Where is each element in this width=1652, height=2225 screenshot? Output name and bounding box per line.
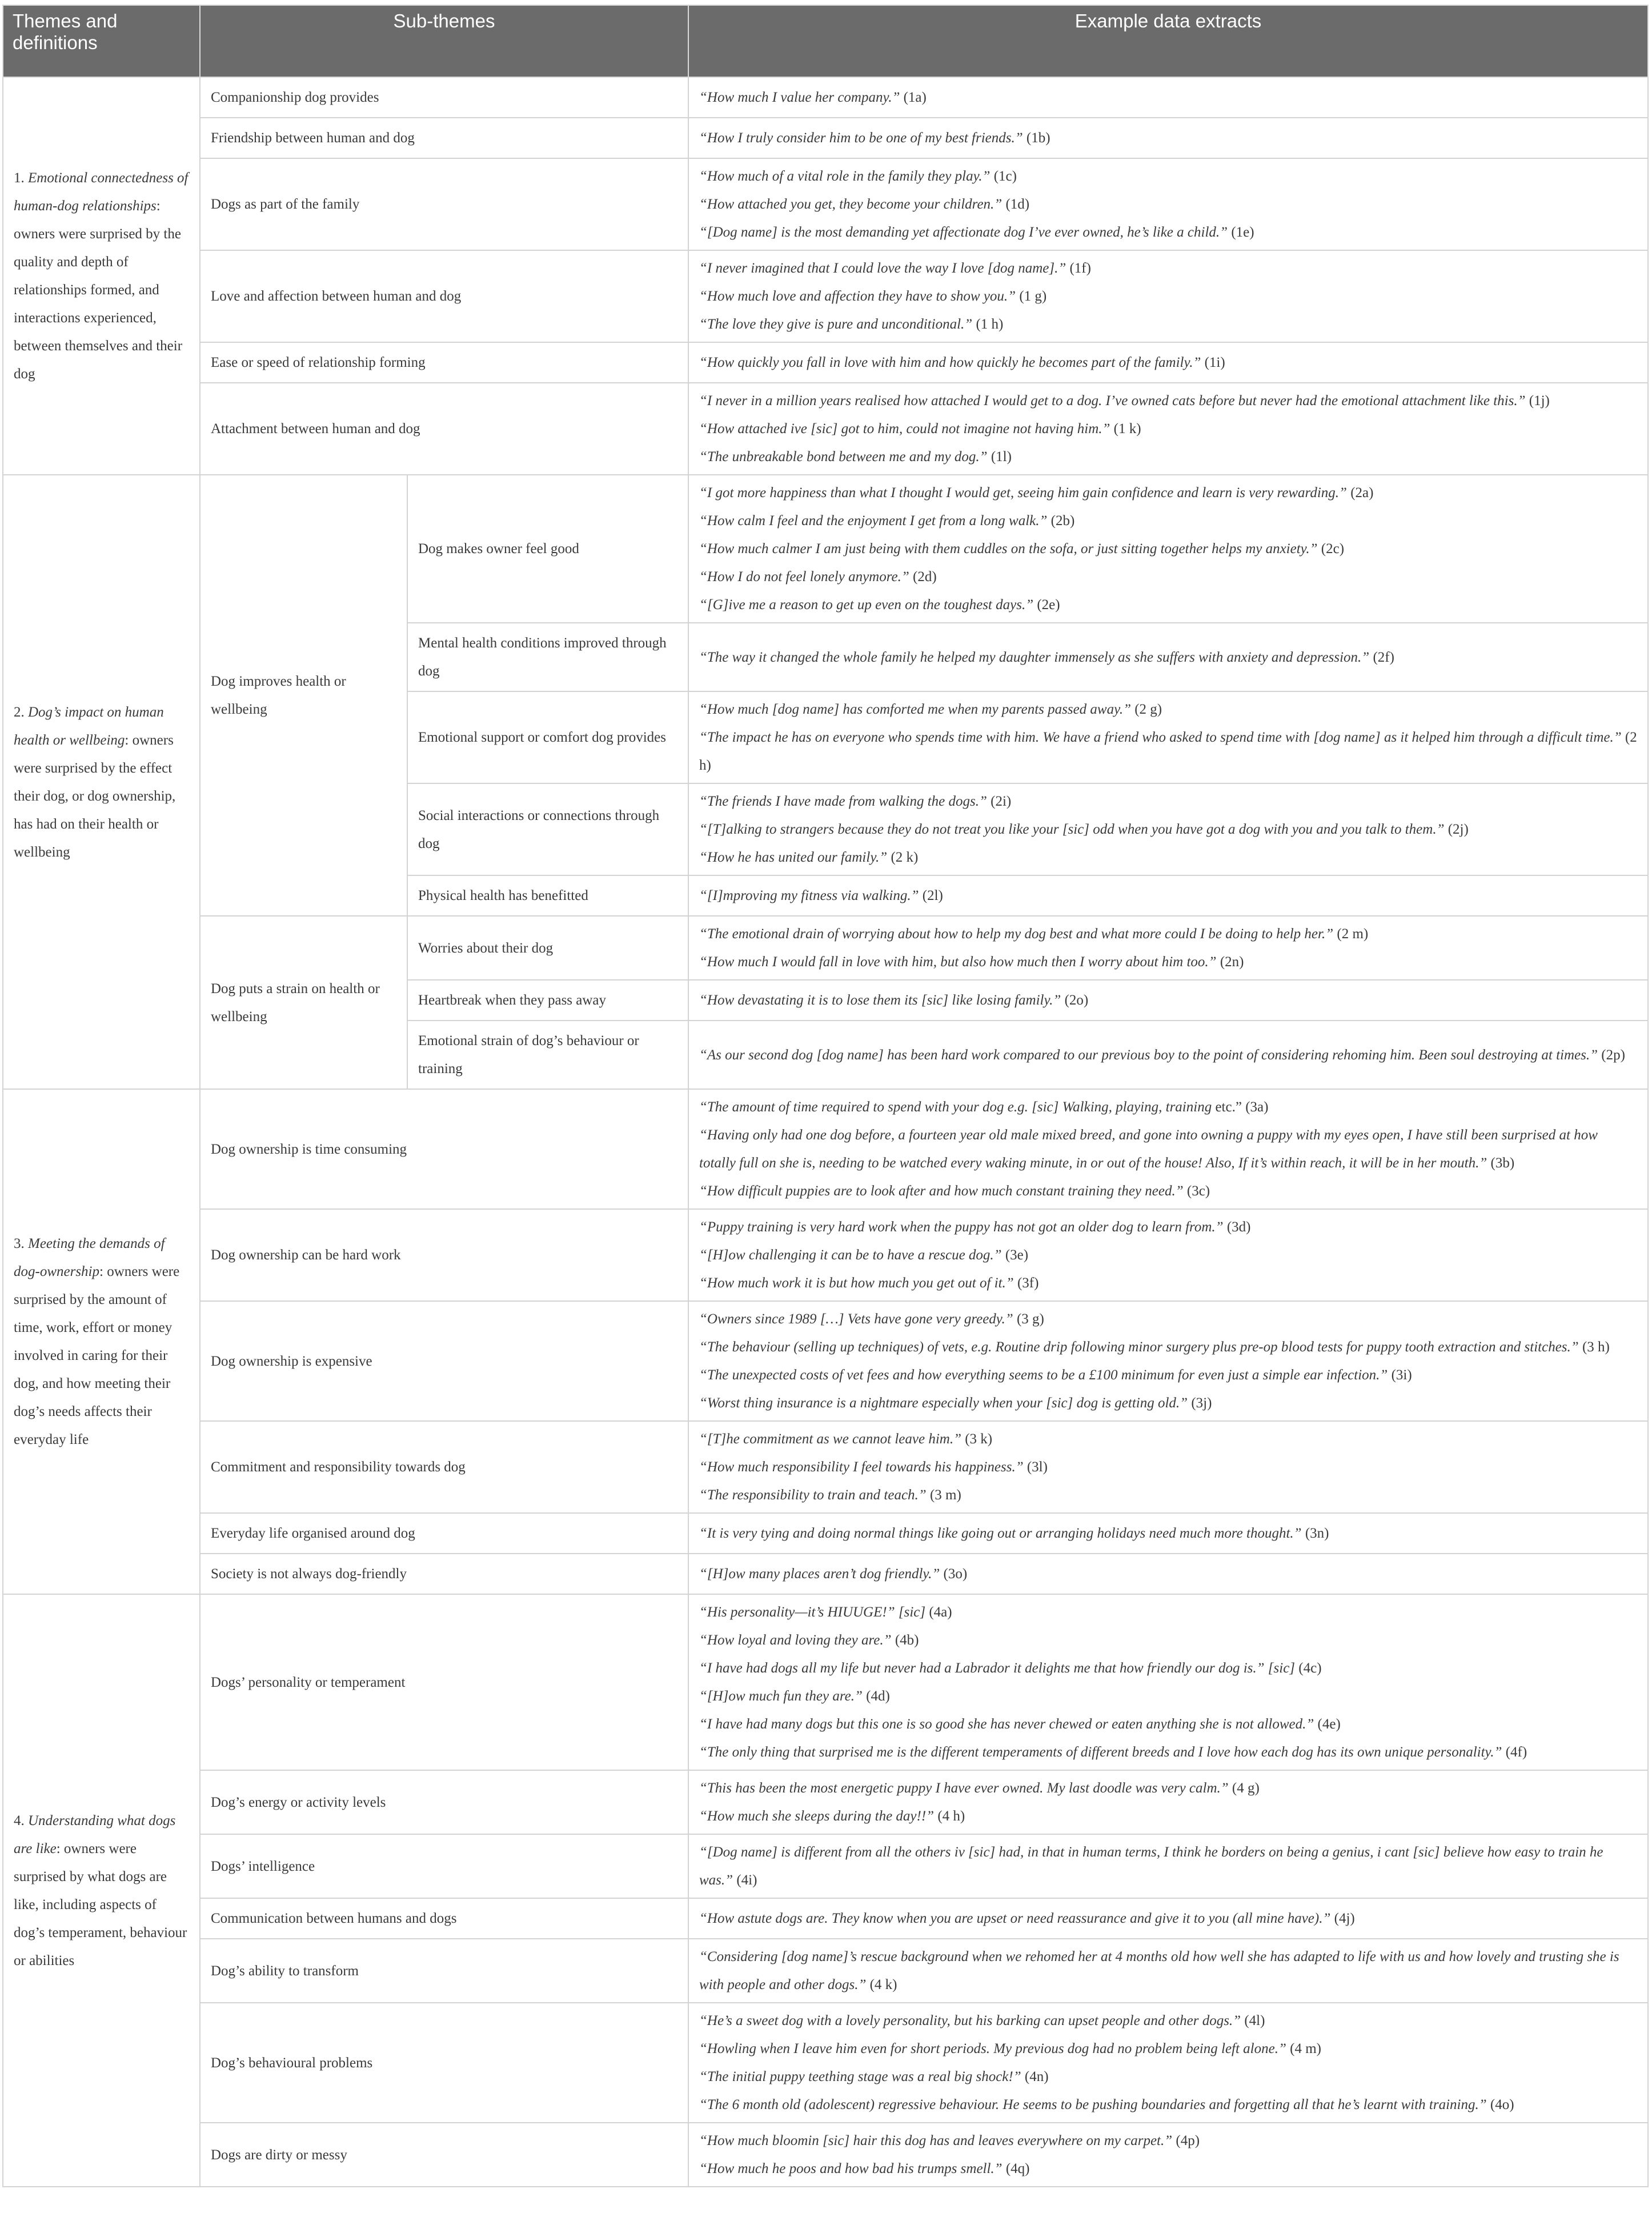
quote-text: “How much love and affection they have to show you.”: [699, 289, 1016, 304]
quote-code: (2 k): [887, 850, 919, 865]
example-extracts-cell: [688, 2003, 1648, 2123]
example-quote: [699, 1481, 1637, 1509]
theme-title: Meeting the demands of dog-ownership: [14, 1236, 165, 1279]
quote-code: (2p): [1598, 1047, 1625, 1063]
quote-code: (4l): [1241, 2013, 1265, 2028]
subtheme-cell: Dog ownership is expensive: [200, 1301, 688, 1421]
example-quote: [699, 1425, 1637, 1453]
theme-definition: : owners were surprised by the effect their dog, or dog ownership, has had on their health or wellbeing: [14, 732, 176, 860]
quote-code: (4a): [925, 1604, 952, 1620]
sub-subtheme-cell: Dog makes owner feel good: [407, 475, 688, 623]
quote-text: “[Dog name] is different from all the others iv [sic] had, in that in human terms, I think he borders on being a genius, i cant [sic] believe how easy to train he was.”: [699, 1844, 1603, 1888]
example-quote: [699, 1904, 1637, 1932]
example-quote: [699, 254, 1637, 282]
table-row: [3, 118, 1648, 158]
header-subthemes: Sub-themes: [200, 5, 688, 77]
quote-text: “How attached ive [sic] got to him, could not imagine not having him.”: [699, 421, 1110, 437]
sub-subtheme-cell: Mental health conditions improved through dog: [407, 623, 688, 691]
quote-text: “[G]ive me a reason to get up even on the toughest days.”: [699, 597, 1034, 613]
theme-definition-cell: [3, 1089, 200, 1594]
quote-text: “Having only had one dog before, a fourteen year old male mixed breed, and gone into owning a puppy with my eyes open, I have still been surprised at how totally full on she is, needing to be watched every waking minute, in or out of the house! Also, If it’s within reach, it will be in her mouth.”: [699, 1127, 1598, 1171]
example-quote: [699, 1519, 1637, 1547]
example-quote: [699, 1802, 1637, 1830]
quote-code: (1a): [900, 90, 927, 105]
quote-text: “Worst thing insurance is a nightmare especially when your [sic] dog is getting old.”: [699, 1395, 1188, 1411]
theme-definition-cell: [3, 475, 200, 1089]
table-row: [3, 1939, 1648, 2003]
quote-text: “[H]ow much fun they are.”: [699, 1688, 863, 1704]
example-extracts-cell: [688, 77, 1648, 118]
quote-text: “The impact he has on everyone who spends time with him. We have a friend who asked to spend time with [dog name] as it helped him through a difficult time.”: [699, 730, 1622, 745]
subtheme-cell: Attachment between human and dog: [200, 383, 688, 475]
example-quote: [699, 882, 1637, 910]
example-extracts-cell: [688, 1594, 1648, 1770]
example-quote: [699, 815, 1637, 843]
quote-code: (3n): [1301, 1526, 1329, 1541]
example-extracts-cell: [688, 623, 1648, 691]
quote-text: “How calm I feel and the enjoyment I get from a long walk.”: [699, 513, 1048, 529]
subtheme-cell: Love and affection between human and dog: [200, 250, 688, 342]
example-extracts-cell: [688, 383, 1648, 475]
subtheme-cell: Dog’s ability to transform: [200, 1939, 688, 2003]
quote-text: “The love they give is pure and unconditional.”: [699, 317, 973, 332]
example-extracts-cell: [688, 1834, 1648, 1898]
quote-code: (2e): [1033, 597, 1060, 613]
quote-text: “The emotional drain of worrying about how to help my dog best and what more could I be doing to help her.”: [699, 926, 1334, 942]
example-quote: [699, 1453, 1637, 1481]
table-row: [3, 1089, 1648, 1209]
example-quote: [699, 1361, 1637, 1389]
quote-text: “As our second dog [dog name] has been hard work compared to our previous boy to the point of considering rehoming him. Been soul destroying at times.”: [699, 1047, 1598, 1063]
example-quote: [699, 1041, 1637, 1069]
quote-text: “This has been the most energetic puppy I have ever owned. My last doodle was very calm.”: [699, 1780, 1229, 1796]
theme-number: 1.: [14, 170, 28, 186]
table-row: [3, 342, 1648, 383]
quote-code: (1j): [1525, 393, 1550, 409]
quote-code: etc.” (3a): [1212, 1099, 1269, 1115]
quote-code: (2 g): [1130, 702, 1162, 717]
quote-code: (1b): [1023, 130, 1050, 146]
example-quote: [699, 535, 1637, 563]
table-row: [3, 1770, 1648, 1834]
quote-code: (1i): [1201, 355, 1225, 370]
quote-text: “The unexpected costs of vet fees and how everything seems to be a £100 minimum for even just a simple ear infection.”: [699, 1367, 1388, 1383]
example-quote: [699, 986, 1637, 1014]
example-quote: [699, 1177, 1637, 1205]
quote-code: (4 h): [934, 1808, 965, 1824]
table-row: [3, 250, 1648, 342]
theme-definition: : owners were surprised by the quality and depth of relationships formed, and interactions experienced, between themselves and their dog: [14, 198, 183, 382]
subtheme-cell: Dog ownership is time consuming: [200, 1089, 688, 1209]
quote-text: “How quickly you fall in love with him and how quickly he becomes part of the family.”: [699, 355, 1201, 370]
example-extracts-cell: [688, 2123, 1648, 2187]
subtheme-cell: Everyday life organised around dog: [200, 1513, 688, 1554]
example-extracts-cell: [688, 158, 1648, 250]
table-row: [3, 1898, 1648, 1939]
example-quote: [699, 1710, 1637, 1738]
quote-code: (4n): [1021, 2069, 1049, 2084]
quote-code: (2d): [909, 569, 937, 585]
quote-text: “How much [dog name] has comforted me when my parents passed away.”: [699, 702, 1131, 717]
quote-text: “How much work it is but how much you get out of it.”: [699, 1275, 1014, 1291]
example-quote: [699, 1774, 1637, 1802]
example-quote: [699, 563, 1637, 591]
table-row: [3, 1209, 1648, 1301]
quote-code: (3 g): [1013, 1311, 1044, 1327]
quote-code: (2i): [987, 794, 1012, 809]
example-quote: [699, 1305, 1637, 1333]
quote-text: “Considering [dog name]’s rescue background when we rehomed her at 4 months old how well she has adapted to life with us and how lovely and trusting she is with people and other dogs.”: [699, 1949, 1619, 1992]
example-quote: [699, 190, 1637, 218]
header-examples: Example data extracts: [688, 5, 1648, 77]
quote-code: (1f): [1066, 261, 1091, 276]
example-quote: [699, 1560, 1637, 1588]
subtheme-cell: Dogs’ intelligence: [200, 1834, 688, 1898]
quote-text: “I never imagined that I could love the way I love [dog name].”: [699, 261, 1066, 276]
quote-text: “The only thing that surprised me is the different temperaments of different breeds and I love how each dog has its own unique personality.”: [699, 1744, 1502, 1760]
subtheme-cell: Dog ownership can be hard work: [200, 1209, 688, 1301]
quote-code: (3j): [1188, 1395, 1212, 1411]
quote-text: “[Dog name] is the most demanding yet affectionate dog I’ve ever owned, he’s like a child.”: [699, 225, 1228, 240]
theme-definition-cell: [3, 1594, 200, 2187]
example-quote: [699, 2035, 1637, 2063]
example-quote: [699, 1333, 1637, 1361]
quote-code: (4b): [891, 1632, 919, 1648]
example-quote: [699, 1598, 1637, 1626]
sub-subtheme-cell: Physical health has benefitted: [407, 875, 688, 916]
quote-text: “How much I value her company.”: [699, 90, 900, 105]
example-extracts-cell: [688, 783, 1648, 875]
quote-code: (1e): [1228, 225, 1254, 240]
quote-code: (2o): [1061, 993, 1089, 1008]
example-extracts-cell: [688, 980, 1648, 1021]
example-extracts-cell: [688, 1898, 1648, 1939]
quote-code: (4j): [1330, 1911, 1355, 1926]
quote-text: “How I truly consider him to be one of my best friends.”: [699, 130, 1023, 146]
quote-text: “Owners since 1989 […] Vets have gone very greedy.”: [699, 1311, 1013, 1327]
quote-text: “How much I would fall in love with him, but also how much then I worry about him too.”: [699, 954, 1217, 970]
quote-text: “I have had dogs all my life but never had a Labrador it delights me that how friendly our dog is.” [sic]: [699, 1660, 1296, 1676]
quote-text: “How much of a vital role in the family they play.”: [699, 169, 991, 184]
example-extracts-cell: [688, 1021, 1648, 1089]
example-extracts-cell: [688, 342, 1648, 383]
quote-text: “How loyal and loving they are.”: [699, 1632, 892, 1648]
example-extracts-cell: [688, 691, 1648, 783]
example-quote: [699, 2155, 1637, 2183]
theme-title: Understanding what dogs are like: [14, 1812, 176, 1856]
example-quote: [699, 1654, 1637, 1682]
example-extracts-cell: [688, 1770, 1648, 1834]
table-row: [3, 158, 1648, 250]
example-quote: [699, 349, 1637, 377]
table-row: [3, 2123, 1648, 2187]
theme-number: 4.: [14, 1812, 28, 1828]
quote-code: (3 m): [926, 1487, 961, 1503]
quote-code: (2c): [1317, 541, 1345, 557]
sub-subtheme-cell: Emotional support or comfort dog provides: [407, 691, 688, 783]
example-quote: [699, 310, 1637, 338]
table-row: [3, 1301, 1648, 1421]
quote-code: (4 g): [1228, 1780, 1260, 1796]
example-quote: [699, 2091, 1637, 2119]
table-row: [3, 77, 1648, 118]
subtheme-cell: Companionship dog provides: [200, 77, 688, 118]
theme-number: 2.: [14, 704, 28, 720]
table-row: [3, 1513, 1648, 1554]
example-quote: [699, 1213, 1637, 1241]
example-quote: [699, 695, 1637, 723]
quote-code: (2f): [1369, 649, 1394, 665]
example-quote: [699, 643, 1637, 671]
table-row: [3, 2003, 1648, 2123]
example-quote: [699, 1682, 1637, 1710]
quote-text: “[H]ow many places aren’t dog friendly.”: [699, 1566, 940, 1582]
quote-text: “How much responsibility I feel towards his happiness.”: [699, 1459, 1024, 1475]
example-quote: [699, 1241, 1637, 1269]
subtheme-cell: Dogs’ personality or temperament: [200, 1594, 688, 1770]
quote-code: (3f): [1013, 1275, 1039, 1291]
quote-text: “His personality—it’s HIUUGE!” [sic]: [699, 1604, 926, 1620]
example-quote: [699, 1389, 1637, 1417]
example-quote: [699, 2063, 1637, 2091]
quote-code: (4 k): [866, 1977, 897, 1992]
example-quote: [699, 387, 1637, 415]
quote-text: “How difficult puppies are to look after and how much constant training they need.”: [699, 1183, 1184, 1199]
quote-code: (4d): [862, 1688, 890, 1704]
subtheme-cell: Dogs as part of the family: [200, 158, 688, 250]
quote-text: “He’s a sweet dog with a lovely personality, but his barking can upset people and other dogs.”: [699, 2013, 1241, 2028]
example-quote: [699, 282, 1637, 310]
table-row: [3, 475, 1648, 623]
quote-text: “Puppy training is very hard work when the puppy has not got an older dog to learn from.”: [699, 1219, 1224, 1235]
quote-code: (4o): [1486, 2097, 1514, 2112]
quote-text: “The responsibility to train and teach.”: [699, 1487, 927, 1503]
quote-code: (2a): [1346, 485, 1374, 501]
header-themes: Themes and definitions: [3, 5, 200, 77]
example-extracts-cell: [688, 475, 1648, 623]
quote-code: (1 k): [1110, 421, 1141, 437]
example-extracts-cell: [688, 250, 1648, 342]
example-quote: [699, 218, 1637, 246]
quote-code: (2 h): [699, 730, 1637, 773]
quote-text: “How I do not feel lonely anymore.”: [699, 569, 909, 585]
subtheme-cell: Ease or speed of relationship forming: [200, 342, 688, 383]
example-extracts-cell: [688, 1209, 1648, 1301]
table-row: [3, 1554, 1648, 1594]
quote-text: “[T]he commitment as we cannot leave him.”: [699, 1431, 961, 1447]
table-body: [3, 77, 1648, 2187]
quote-code: (1l): [987, 449, 1012, 465]
table-row: [3, 1834, 1648, 1898]
example-quote: [699, 479, 1637, 507]
quote-code: (1c): [990, 169, 1017, 184]
example-quote: [699, 591, 1637, 619]
example-quote: [699, 415, 1637, 443]
subtheme-cell: Dog improves health or wellbeing: [200, 475, 407, 916]
example-quote: [699, 787, 1637, 815]
quote-code: (2l): [919, 888, 943, 903]
quote-code: (2j): [1444, 822, 1469, 837]
quote-code: (1d): [1002, 197, 1030, 212]
subtheme-cell: Dog puts a strain on health or wellbeing: [200, 916, 407, 1089]
quote-code: (3e): [1001, 1247, 1029, 1263]
theme-title: Emotional connectedness of human-dog relationships: [14, 170, 189, 214]
quote-code: (4 m): [1286, 2041, 1321, 2056]
example-extracts-cell: [688, 916, 1648, 980]
example-extracts-cell: [688, 875, 1648, 916]
subtheme-cell: Dogs are dirty or messy: [200, 2123, 688, 2187]
example-quote: [699, 1121, 1637, 1177]
example-quote: [699, 443, 1637, 471]
sub-subtheme-cell: Emotional strain of dog’s behaviour or training: [407, 1021, 688, 1089]
quote-code: (4f): [1502, 1744, 1527, 1760]
subtheme-cell: Communication between humans and dogs: [200, 1898, 688, 1939]
example-quote: [699, 1626, 1637, 1654]
example-quote: [699, 2007, 1637, 2035]
quote-code: (3d): [1223, 1219, 1251, 1235]
table-row: [3, 1594, 1648, 1770]
sub-subtheme-cell: Worries about their dog: [407, 916, 688, 980]
example-quote: [699, 1943, 1637, 1999]
quote-text: “I never in a million years realised how attached I would get to a dog. I’ve owned cats before but never had the emotional attachment like this.”: [699, 393, 1526, 409]
subtheme-cell: Commitment and responsibility towards dog: [200, 1421, 688, 1513]
quote-text: “It is very tying and doing normal things like going out or arranging holidays need much more thought.”: [699, 1526, 1302, 1541]
quote-text: “I got more happiness than what I thought I would get, seeing him gain confidence and learn is very rewarding.”: [699, 485, 1347, 501]
quote-text: “How much she sleeps during the day!!”: [699, 1808, 935, 1824]
table-row: [3, 916, 1648, 980]
example-quote: [699, 1269, 1637, 1297]
example-extracts-cell: [688, 1301, 1648, 1421]
quote-code: (2b): [1047, 513, 1075, 529]
quote-code: (4i): [733, 1872, 757, 1888]
quote-text: “The amount of time required to spend with your dog e.g. [sic] Walking, playing, training: [699, 1099, 1212, 1115]
quote-text: “How astute dogs are. They know when you are upset or need reassurance and give it to you (all mine have).”: [699, 1911, 1331, 1926]
example-quote: [699, 1093, 1637, 1121]
theme-number: 3.: [14, 1236, 28, 1251]
quote-code: (1 h): [972, 317, 1004, 332]
quote-code: (4e): [1314, 1716, 1341, 1732]
quote-code: (1 g): [1016, 289, 1047, 304]
quote-text: “How much calmer I am just being with them cuddles on the sofa, or just sitting together helps my anxiety.”: [699, 541, 1318, 557]
theme-title: Dog’s impact on human health or wellbeing: [14, 704, 164, 748]
example-extracts-cell: [688, 118, 1648, 158]
quote-code: (3 k): [961, 1431, 993, 1447]
theme-definition-cell: [3, 77, 200, 475]
quote-text: “How much he poos and how bad his trumps smell.”: [699, 2161, 1003, 2176]
example-quote: [699, 162, 1637, 190]
sub-subtheme-cell: Heartbreak when they pass away: [407, 980, 688, 1021]
example-extracts-cell: [688, 1513, 1648, 1554]
example-quote: [699, 843, 1637, 871]
quote-text: “[H]ow challenging it can be to have a rescue dog.”: [699, 1247, 1002, 1263]
quote-code: (3o): [940, 1566, 968, 1582]
quote-code: (3 h): [1578, 1339, 1610, 1355]
quote-text: “How devastating it is to lose them its [sic] like losing family.”: [699, 993, 1061, 1008]
quote-text: “The initial puppy teething stage was a real big shock!”: [699, 2069, 1021, 2084]
example-extracts-cell: [688, 1421, 1648, 1513]
sub-subtheme-cell: Social interactions or connections through dog: [407, 783, 688, 875]
quote-text: “The behaviour (selling up techniques) of vets, e.g. Routine drip following minor surgery plus pre-op blood tests for puppy tooth extraction and stitches.”: [699, 1339, 1579, 1355]
quote-text: “I have had many dogs but this one is so good she has never chewed or eaten anything she is not allowed.”: [699, 1716, 1314, 1732]
example-extracts-cell: [688, 1089, 1648, 1209]
quote-text: “[I]mproving my fitness via walking.”: [699, 888, 919, 903]
subtheme-cell: Friendship between human and dog: [200, 118, 688, 158]
quote-code: (2n): [1216, 954, 1244, 970]
quote-code: (4q): [1002, 2161, 1030, 2176]
quote-text: “How attached you get, they become your children.”: [699, 197, 1003, 212]
quote-code: (2 m): [1333, 926, 1369, 942]
example-quote: [699, 1838, 1637, 1894]
subtheme-cell: Society is not always dog-friendly: [200, 1554, 688, 1594]
theme-definition: : owners were surprised by the amount of time, work, effort or money involved in caring for their dog, and how meeting their dog’s needs affects their everyday life: [14, 1264, 180, 1447]
example-quote: [699, 1738, 1637, 1766]
quote-text: “The 6 month old (adolescent) regressive behaviour. He seems to be pushing boundaries and forgetting all that he’s learnt with training.”: [699, 2097, 1487, 2112]
quote-code: (3b): [1487, 1155, 1515, 1171]
quote-text: “Howling when I leave him even for short periods. My previous dog had no problem being left alone.”: [699, 2041, 1286, 2056]
example-quote: [699, 2127, 1637, 2155]
subtheme-cell: Dog’s energy or activity levels: [200, 1770, 688, 1834]
quote-text: “[T]alking to strangers because they do not treat you like your [sic] odd when you have got a dog with you and you talk to them.”: [699, 822, 1445, 837]
example-quote: [699, 124, 1637, 152]
quote-text: “How he has united our family.”: [699, 850, 888, 865]
quote-text: “The unbreakable bond between me and my dog.”: [699, 449, 988, 465]
example-quote: [699, 83, 1637, 111]
quote-code: (3i): [1388, 1367, 1412, 1383]
quote-code: (3c): [1183, 1183, 1210, 1199]
example-extracts-cell: [688, 1939, 1648, 2003]
subtheme-cell: Dog’s behavioural problems: [200, 2003, 688, 2123]
quote-text: “The friends I have made from walking the dogs.”: [699, 794, 987, 809]
example-quote: [699, 920, 1637, 948]
example-extracts-cell: [688, 1554, 1648, 1594]
quote-code: (3l): [1023, 1459, 1048, 1475]
theme-definition: : owners were surprised by what dogs are like, including aspects of dog’s temperament, behaviour or abilities: [14, 1840, 187, 1968]
header-row: [3, 5, 1648, 77]
quote-code: (4p): [1172, 2133, 1200, 2148]
example-quote: [699, 723, 1637, 779]
quote-text: “The way it changed the whole family he helped my daughter immensely as she suffers with anxiety and depression.”: [699, 649, 1370, 665]
table-row: [3, 1421, 1648, 1513]
example-quote: [699, 507, 1637, 535]
themes-table: [2, 5, 1649, 2187]
example-quote: [699, 948, 1637, 976]
quote-code: (4c): [1295, 1660, 1322, 1676]
quote-text: “How much bloomin [sic] hair this dog has and leaves everywhere on my carpet.”: [699, 2133, 1173, 2148]
table-row: [3, 383, 1648, 475]
